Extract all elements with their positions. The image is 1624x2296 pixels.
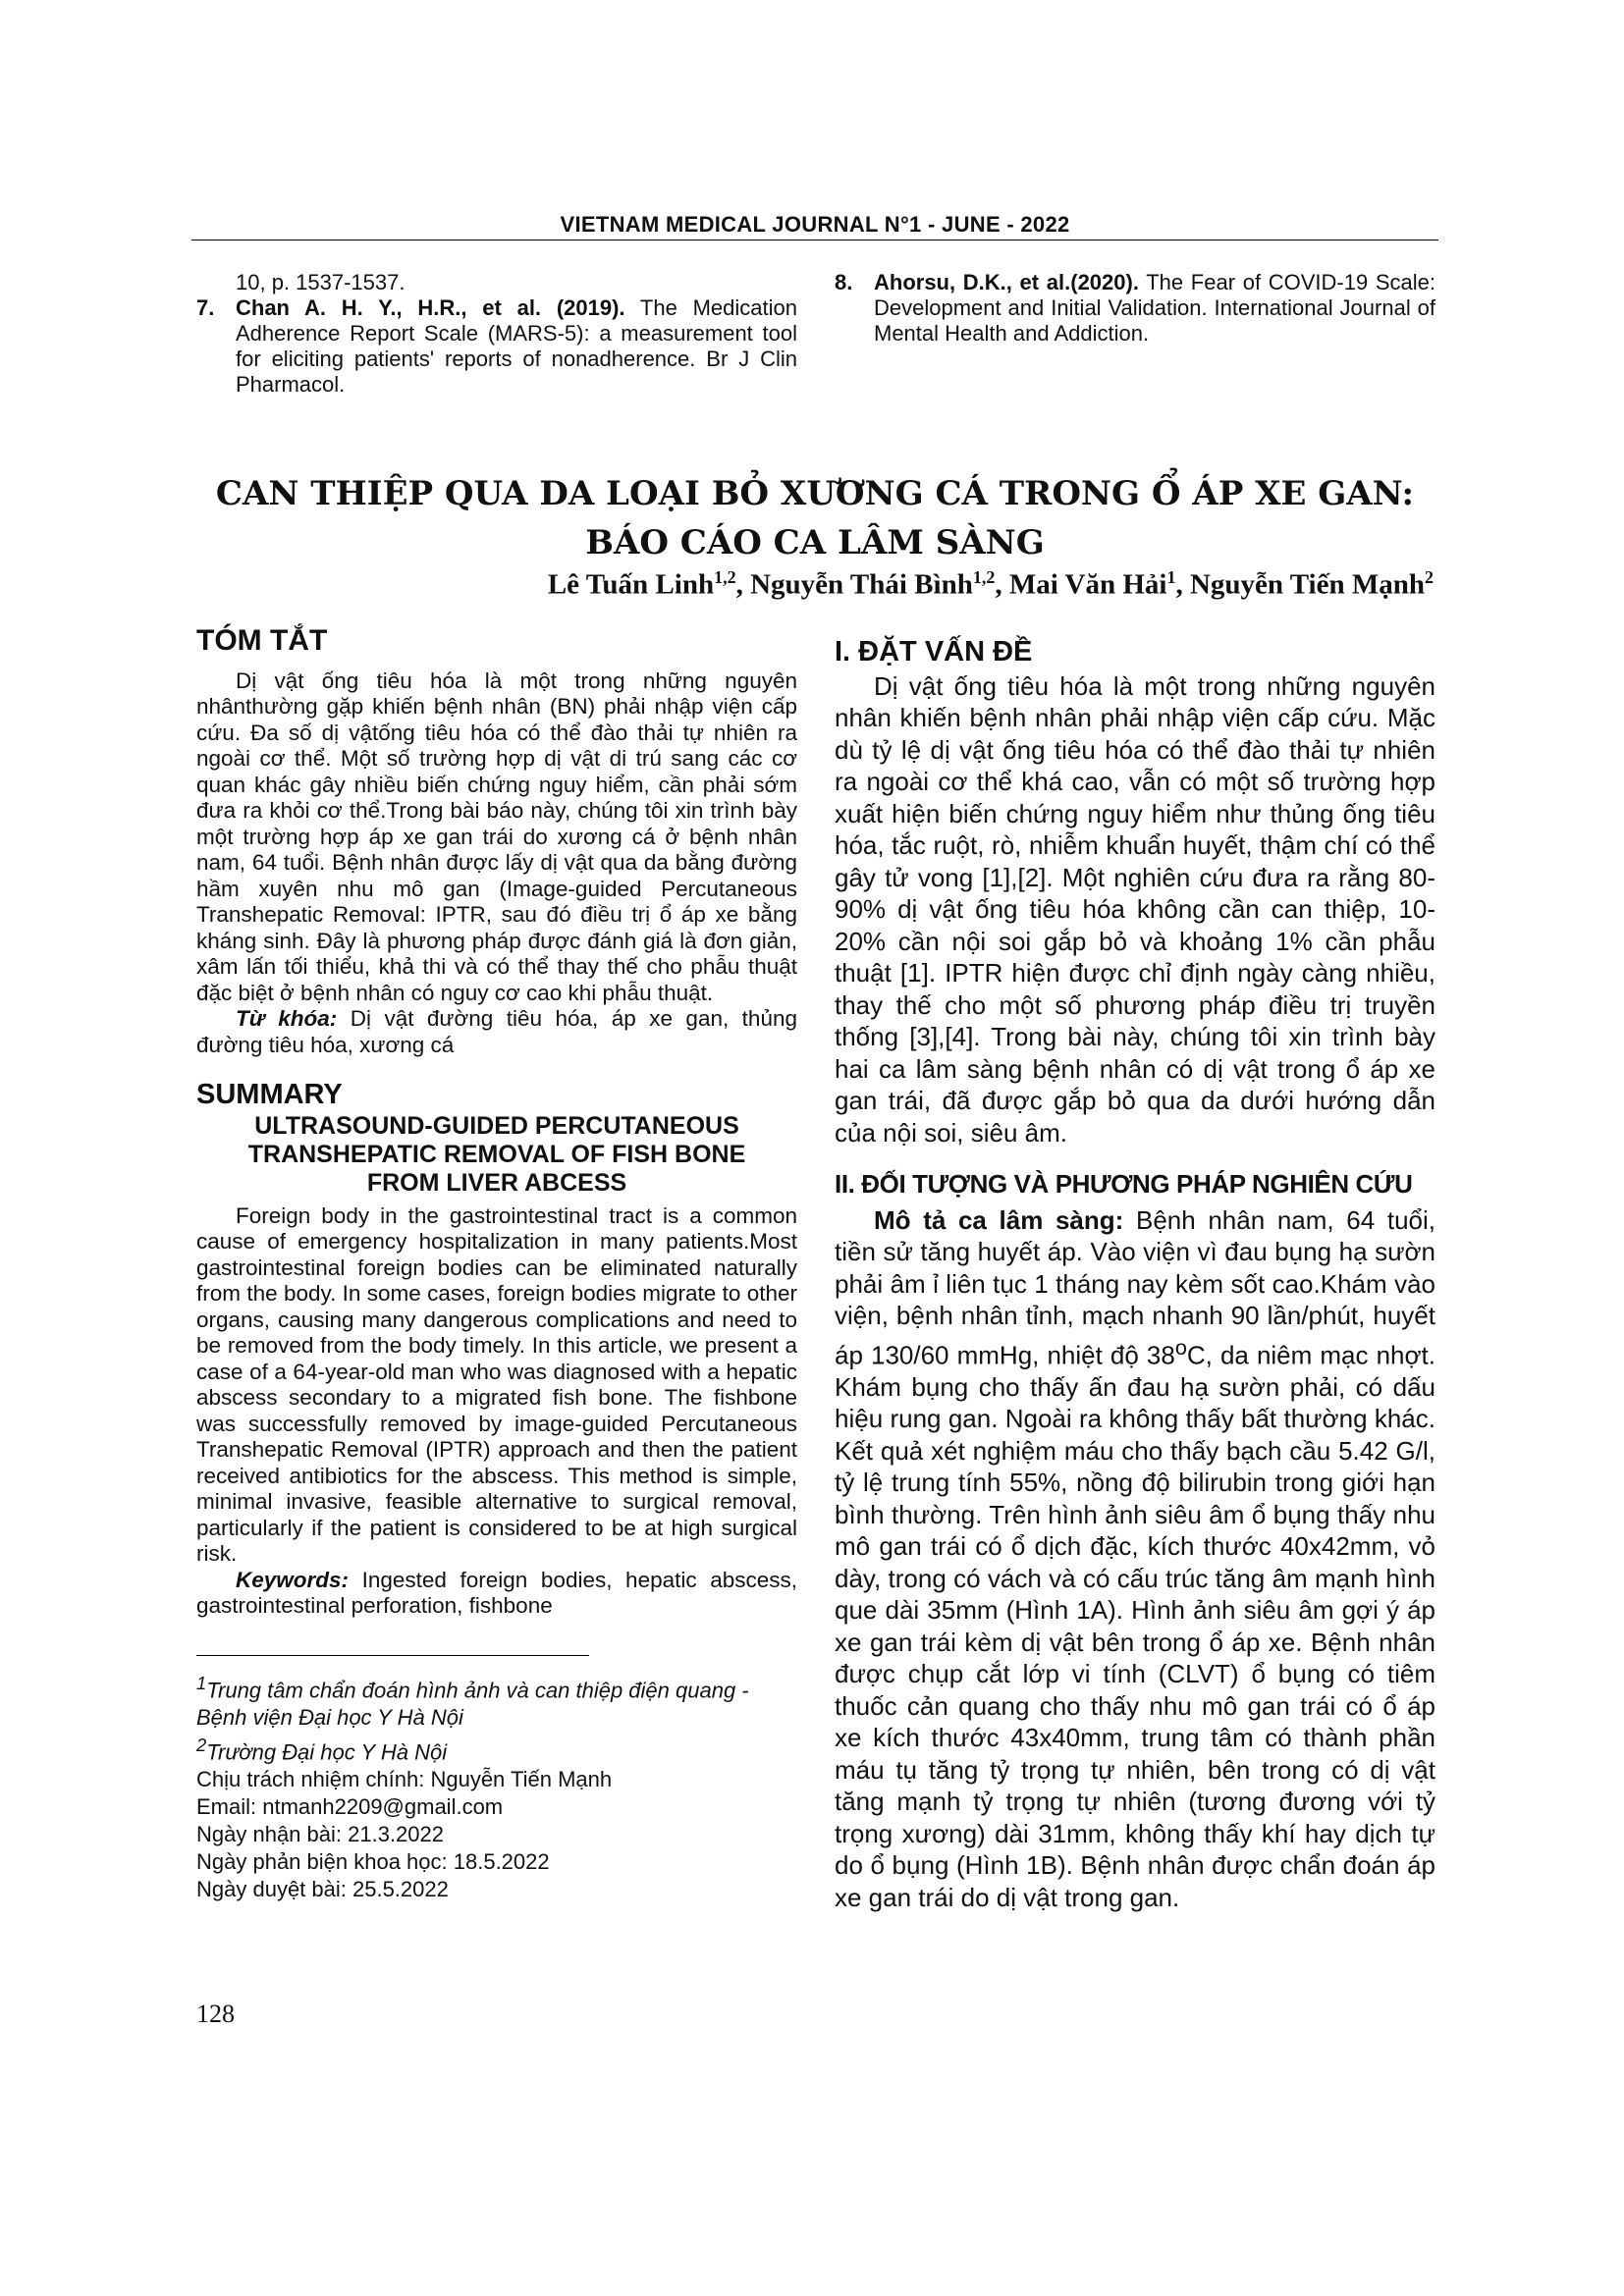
footnote-rule xyxy=(196,1655,589,1656)
degree-mark: o xyxy=(1174,1334,1187,1360)
summary-title xyxy=(196,1112,797,1198)
author-name: Lê Tuấn Linh xyxy=(547,568,715,601)
case-text-part-b: C, da niêm mạc nhợt. Khám bụng cho thấy ấn đau hạ sườn phải, có dấu hiệu rung gan. Ngoài ra không thấy bất thường khác. Kết quả xét nghiệm máu cho thấy bạch cầu 5.42 G/l, tỷ lệ trung tính 55%, nồng độ bilirubin trong giới hạn bình thường. Trên hình ảnh siêu âm ổ bụng thấy nhu mô gan trái có ổ dịch đặc, kích thước 40x42mm, vỏ dày, trong có vách và có cấu trúc tăng âm mạnh hình que dài 35mm (Hình 1A). Hình ảnh siêu âm gợi ý áp xe gan trái kèm dị vật bên trong ổ áp xe. Bệnh nhân được chụp cắt lớp vi tính (CLVT) ổ bụng có tiêm thuốc cản quang cho thấy nhu mô gan trái có ổ áp xe kích thước 43x40mm, trung tâm có thành phần máu tụ tăng tỷ trọng tự nhiên, bên trong có dị vật tăng mạnh tỷ trọng tự nhiên (tương đương với tỷ trọng xương) dài 31mm, không thấy khí hay dịch tự do ổ bụng (Hình 1B). Bệnh nhân được chẩn đoán áp xe gan trái do dị vật trong gan. xyxy=(835,1340,1435,1912)
summary-title-line3: FROM LIVER ABCESS xyxy=(366,1168,627,1197)
summary-title-line1: ULTRASOUND-GUIDED PERCUTANEOUS xyxy=(254,1111,739,1140)
footnote-mark: 1 xyxy=(196,1672,207,1693)
author-list xyxy=(548,567,1434,602)
reference-7 xyxy=(196,295,797,398)
article-title xyxy=(191,469,1438,567)
footnote-reviewed: Ngày phản biện khoa học: 18.5.2022 xyxy=(196,1849,550,1875)
abstract-heading: TÓM TẮT xyxy=(196,624,328,657)
footnote-responsible: Chịu trách nhiệm chính: Nguyễn Tiến Mạnh xyxy=(196,1767,613,1792)
author-affiliation: 1 xyxy=(1166,567,1176,587)
section-2-heading: II. ĐỐI TƯỢNG VÀ PHƯƠNG PHÁP NGHIÊN CỨU xyxy=(835,1169,1413,1199)
author-separator: , xyxy=(735,568,751,601)
abstract-body: Dị vật ống tiêu hóa là một trong những nguyên nhânthường gặp khiến bệnh nhân (BN) phải nhập viện cấp cứu. Đa số dị vậtống tiêu hóa có thể đào thải tự nhiên ra ngoài cơ thể. Một số trường hợp dị vật di trú sang các cơ quan khác gây nhiều biến chứng nguy hiểm, cần phải sớm đưa ra khỏi cơ thể.Trong bài báo này, chúng tôi xin trình bày một trường hợp áp xe gan trái do xương cá ở bệnh nhân nam, 64 tuổi. Bệnh nhân được lấy dị vật qua da bằng đường hầm xuyên nhu mô gan (Image-guided Percutaneous Transhepatic Removal: IPTR, sau đó điều trị ổ áp xe bằng kháng sinh. Đây là phương pháp được đánh giá là đơn giản, xâm lấn tối thiểu, khả thi và có thể thay thế cho phẫu thuật đặc biệt ở bệnh nhân có nguy cơ cao khi phẫu thuật. xyxy=(196,667,797,1005)
case-text-part-a: Bệnh nhân nam, 64 tuổi, tiền sử tăng huyết áp. Vào viện vì đau bụng hạ sườn phải âm ỉ liên tục 1 tháng nay kèm sốt cao.Khám vào viện, bệnh nhân tỉnh, mạch nhanh 90 lần/phút, huyết áp 130/60 mmHg, nhiệt độ 38 xyxy=(835,1204,1435,1370)
reference-6-tail: 10, p. 1537-1537. xyxy=(236,270,406,294)
footnote-affiliation-2 xyxy=(196,1732,797,1766)
references-right xyxy=(835,270,1435,347)
journal-header: VIETNAM MEDICAL JOURNAL N°1 - JUNE - 2022 xyxy=(560,212,1070,237)
author-affiliation: 1,2 xyxy=(714,567,736,587)
footnote-accepted: Ngày duyệt bài: 25.5.2022 xyxy=(196,1877,449,1902)
article-title-line1: CAN THIỆP QUA DA LOẠI BỎ XƯƠNG CÁ TRONG Ổ ÁP XE GAN: xyxy=(215,474,1415,513)
summary-heading: SUMMARY xyxy=(196,1079,343,1110)
reference-text: The Fear of COVID-19 Scale: Development and Initial Validation. International Journal of Mental Health and Addiction. xyxy=(874,270,1436,346)
summary-keywords xyxy=(196,1568,797,1620)
footnote-email: Email: ntmanh2209@gmail.com xyxy=(196,1794,504,1820)
reference-authors: Chan A. H. Y., H.R., et al. (2019). xyxy=(236,295,625,320)
section-2-body xyxy=(835,1204,1435,1914)
author-name: Mai Văn Hải xyxy=(1008,568,1167,601)
footnote-mark: 2 xyxy=(196,1734,207,1755)
footnote-text: Trường Đại học Y Hà Nội xyxy=(206,1739,448,1765)
author-separator: , xyxy=(995,568,1009,601)
keywords-label: Từ khóa: xyxy=(236,1006,338,1031)
footnote-received: Ngày nhận bài: 21.3.2022 xyxy=(196,1822,444,1847)
reference-number: 7. xyxy=(196,295,215,320)
section-1-body: Dị vật ống tiêu hóa là một trong những nguyên nhân khiến bệnh nhân phải nhập viện cấp cứu. Mặc dù tỷ lệ dị vật ống tiêu hóa có thể đào thải tự nhiên ra ngoài cơ thể khá cao, vẫn có một số trường hợp xuất hiện biến chứng nguy hiểm như thủng ống tiêu hóa, tắc ruột, rò, nhiễm khuẩn huyết, thậm chí có thể gây tử vong [1],[2]. Một nghiên cứu đưa ra rằng 80-90% dị vật ống tiêu hóa không cần can thiệp, 10-20% cần nội soi gắp bỏ và khoảng 1% cần phẫu thuật [1]. IPTR hiện được chỉ định ngày càng nhiều, thay thế cho một số phương pháp điều trị truyền thống [3],[4]. Trong bài này, chúng tôi xin trình bày hai ca lâm sàng bệnh nhân có dị vật trong ổ áp xe gan trái, đã được gắp bỏ qua da dưới hướng dẫn của nội soi, siêu âm. xyxy=(835,670,1435,1148)
author-affiliation: 2 xyxy=(1425,567,1434,587)
keywords-label: Keywords: xyxy=(236,1567,350,1592)
references-left xyxy=(196,270,797,398)
reference-text: The Medication Adherence Report Scale (MARS-5): a measurement tool for eliciting patients' reports of nonadherence. Br J Clin Pharmacol. xyxy=(236,295,797,397)
reference-authors: Ahorsu, D.K., et al.(2020). xyxy=(874,270,1139,294)
reference-number: 8. xyxy=(835,270,853,294)
author-affiliation: 1,2 xyxy=(972,567,996,587)
case-description-label: Mô tả ca lâm sàng: xyxy=(874,1204,1124,1235)
abstract-keywords xyxy=(196,1006,797,1058)
summary-title-line2: TRANSHEPATIC REMOVAL OF FISH BONE xyxy=(247,1140,746,1168)
author-name: Nguyễn Tiến Mạnh xyxy=(1189,568,1425,601)
keywords-text: Ingested foreign bodies, hepatic abscess, gastrointestinal perforation, fishbone xyxy=(196,1567,797,1618)
page-number: 128 xyxy=(196,2000,235,2028)
author-name: Nguyễn Thái Bình xyxy=(750,568,973,601)
reference-8 xyxy=(835,270,1435,347)
left-column xyxy=(196,624,797,1903)
article-title-line2: BÁO CÁO CA LÂM SÀNG xyxy=(585,523,1045,562)
summary-body: Foreign body in the gastrointestinal tract is a common cause of emergency hospitalization in many patients.Most gastrointestinal foreign bodies can be eliminated naturally from the body. In some cases, foreign bodies migrate to other organs, causing many dangerous complications and need to be removed from the body timely. In this article, we present a case of a 64-year-old man who was diagnosed with a hepatic abscess secondary to a migrated fish bone. The fishbone was successfully removed by image-guided Percutaneous Transhepatic Removal (IPTR) approach and then the patient received antibiotics for the abscess. This method is simple, minimal invasive, feasible alternative to surgical removal, particularly if the patient is considered to be at high surgical risk. xyxy=(196,1202,797,1566)
keywords-text: Dị vật đường tiêu hóa, áp xe gan, thủng đường tiêu hóa, xương cá xyxy=(196,1006,797,1057)
footnote-affiliation-1 xyxy=(196,1670,797,1732)
section-1-heading: I. ĐẶT VẤN ĐỀ xyxy=(835,636,1033,667)
footnote-text: Trung tâm chẩn đoán hình ảnh và can thiệp điện quang - Bệnh viện Đại học Y Hà Nội xyxy=(196,1677,749,1730)
author-separator: , xyxy=(1175,568,1190,601)
right-column xyxy=(835,636,1435,1913)
